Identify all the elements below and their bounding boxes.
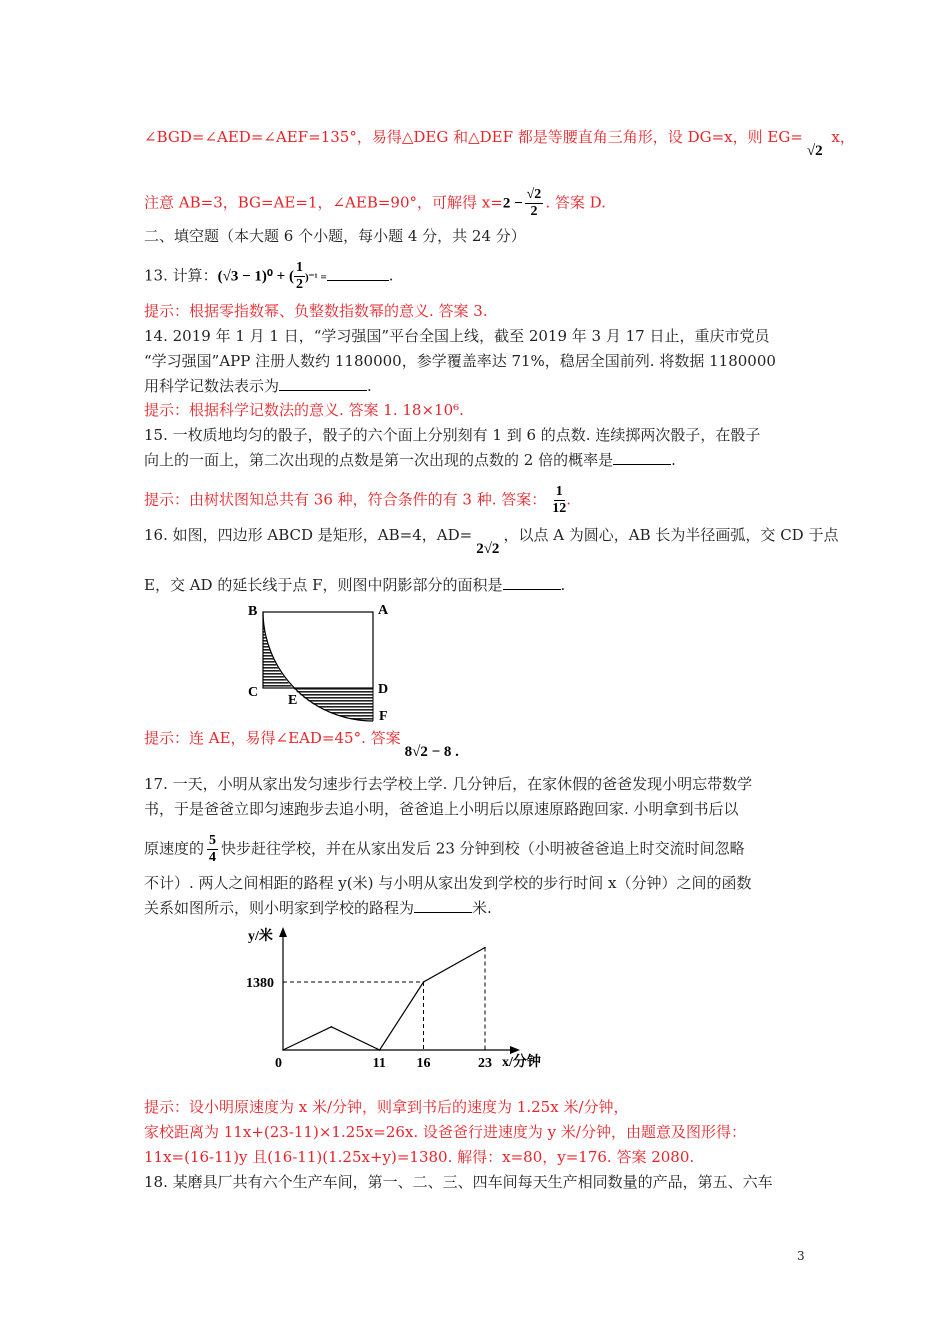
label-a: A [378,603,389,618]
hint-14: 提示：根据科学记数法的意义. 答案 1. 18×10⁶. [144,401,464,419]
x-tick-label: 11 [372,1056,386,1071]
question-17-line [144,833,745,865]
text: . 答案 D. [545,193,606,212]
math: 8√2 − 8 [404,744,452,760]
shaded-region-bce [263,612,293,688]
distance-time-chart [240,920,560,1080]
label-e: E [288,693,298,708]
text: 13. 计算： [144,266,218,285]
origin-label: 0 [275,1056,282,1071]
series-line [283,948,485,1050]
shaded-region-edf [293,688,373,721]
x-tick-label: 16 [416,1056,431,1071]
text: E，交 AD 的延长线于点 F，则图中阴影部分的面积是 [144,576,503,594]
fraction [552,484,566,517]
hint-17-line: 11x=(16-11)y 且(16-11)(1.25x+y)=1380. 解得：x=80，y=176. 答案 2080. [144,1148,695,1166]
answer-blank [414,898,472,913]
text: 关系如图所示，则小明家到学校的路程为 [144,899,415,917]
label-b: B [248,604,258,619]
section-heading: 二、填空题（本大题 6 个小题，每小题 4 分，共 24 分） [144,227,526,245]
hint-line [144,127,855,159]
text: 提示：由树状图知总共有 36 种，符合条件的有 3 种. 答案： [144,490,547,509]
hint-17-line: 家校距离为 11x+(23-11)×1.25x=26x. 设爸爸行进速度为 y 米/分钟，由题意及图形得： [144,1123,746,1141]
label-c: C [248,685,259,700]
hint-line [144,187,606,219]
denominator: 4 [209,850,217,865]
answer-blank [613,450,671,465]
label-f: F [379,709,388,724]
page-number: 3 [797,1249,805,1263]
y-axis-arrow-icon [279,927,287,937]
question-14-line: “学习强国”APP 注册人数约 1180000，参学覆盖率达 71%，稳居全国前列. 将数据 1180000 [144,352,776,370]
text: 快步赶往学校，并在从家出发后 23 分钟到校（小明被爸爸追上时交流时间忽略 [221,839,745,858]
text: x， [826,128,855,146]
math-answer-16: 8√2 − 8 . [404,744,459,760]
data-point [282,1049,284,1051]
numerator: √2 [526,187,542,202]
fraction [525,187,544,220]
question-15-line: 15. 一枚质地均匀的骰子，骰子的六个面上分别刻有 1 到 6 的点数. 连续掷两次骰子，在骰子 [144,426,761,444]
y-tick-label: 1380 [246,976,274,991]
x-axis-arrow-icon [510,1046,520,1054]
numerator: 1 [295,260,303,275]
fraction [294,260,305,293]
text: 注意 AB=3，BG=AE=1，∠AEB=90°，可解得 x= [144,193,503,212]
math: )⁻¹ = [304,271,327,284]
text: 米. [472,899,492,917]
question-18-line: 18. 某磨具厂共有六个生产车间，第一、二、三、四车间每天生产相同数量的产品，第五、六车 [144,1173,773,1191]
denominator: 2 [295,277,303,292]
question-14-line: 14. 2019 年 1 月 1 日，“学习强国”平台全国上线，截至 2019 年 3 月 17 日止，重庆市党员 [144,327,770,345]
x-tick-label: 23 [478,1056,492,1071]
question-13: 13. 计算：(√3 − 1)⁰ + ( $\frac{1}{2}$ )⁻¹ = . [144,260,394,292]
math-2sqrt2: 2√2 [476,541,500,557]
math-sqrt2: √2 [806,143,823,159]
hint-17-line: 提示：设小明原速度为 x 米/分钟，则拿到书后的速度为 1.25x 米/分钟， [144,1098,629,1116]
label-d: D [378,682,389,697]
answer-blank [503,575,561,590]
denominator: 2 [530,204,538,219]
hint-16 [144,728,463,760]
math: 2 − [502,195,523,212]
text: 向上的一面上，第二次出现的点数是第一次出现的点数的 2 倍的概率是 [144,451,614,469]
question-17-line: 17. 一天，小明从家出发匀速步行去学校上学. 几分钟后，在家休假的爸爸发现小明忘带数学 [144,775,753,793]
fraction [207,833,218,866]
math: (√3 − 1)⁰ + ( [217,268,294,285]
numerator: 1 [555,484,563,499]
question-16-line: E，交 AD 的延长线于点 F，则图中阴影部分的面积是 . [144,576,566,594]
question-17-line [144,898,492,918]
text: 提示：连 AE，易得∠EAD=45°. 答案 [144,729,401,747]
text: 16. 如图，四边形 ABCD 是矩形，AB=4，AD= [144,526,473,544]
question-17-line: 书，于是爸爸立即匀速跑步去追小明，爸爸追上小明后以原速原路跑回家. 小明拿到书后以 [144,800,739,818]
hint-15: 提示：由树状图知总共有 36 种，符合条件的有 3 种. 答案： $\frac{1}{12}$ . [144,484,572,516]
data-point [484,947,486,949]
data-point [331,1026,333,1028]
text: 用科学记数法表示为 [144,377,280,395]
question-15-line: 向上的一面上，第二次出现的点数是第一次出现的点数的 2 倍的概率是 . [144,451,676,469]
data-point [423,981,425,983]
data-point [379,1049,381,1051]
denominator: 12 [552,501,567,516]
text: ，以点 A 为圆心，AB 长为半径画弧，交 CD 于点 [503,526,839,544]
rectangle-arc-figure [240,598,410,724]
numerator: 5 [209,833,217,848]
question-17-line: 不计）. 两人之间相距的路程 y(米) 与小明从家出发到学校的步行时间 x（分钟）之间的函数 [144,874,752,892]
answer-blank [279,376,367,391]
hint-13: 提示：根据零指数幂、负整数指数幂的意义. 答案 3. [144,302,488,320]
x-axis-label: x/分钟 [502,1055,541,1070]
question-16-line [144,525,839,557]
text: 原速度的 [144,839,205,858]
text: ∠BGD=∠AED=∠AEF=135°，易得△DEG 和△DEF 都是等腰直角三角形，设 DG=x，则 EG= [144,128,803,146]
y-axis-label: y/米 [248,929,273,944]
question-14-line: 用科学记数法表示为 . [144,377,372,395]
answer-blank [327,266,389,281]
